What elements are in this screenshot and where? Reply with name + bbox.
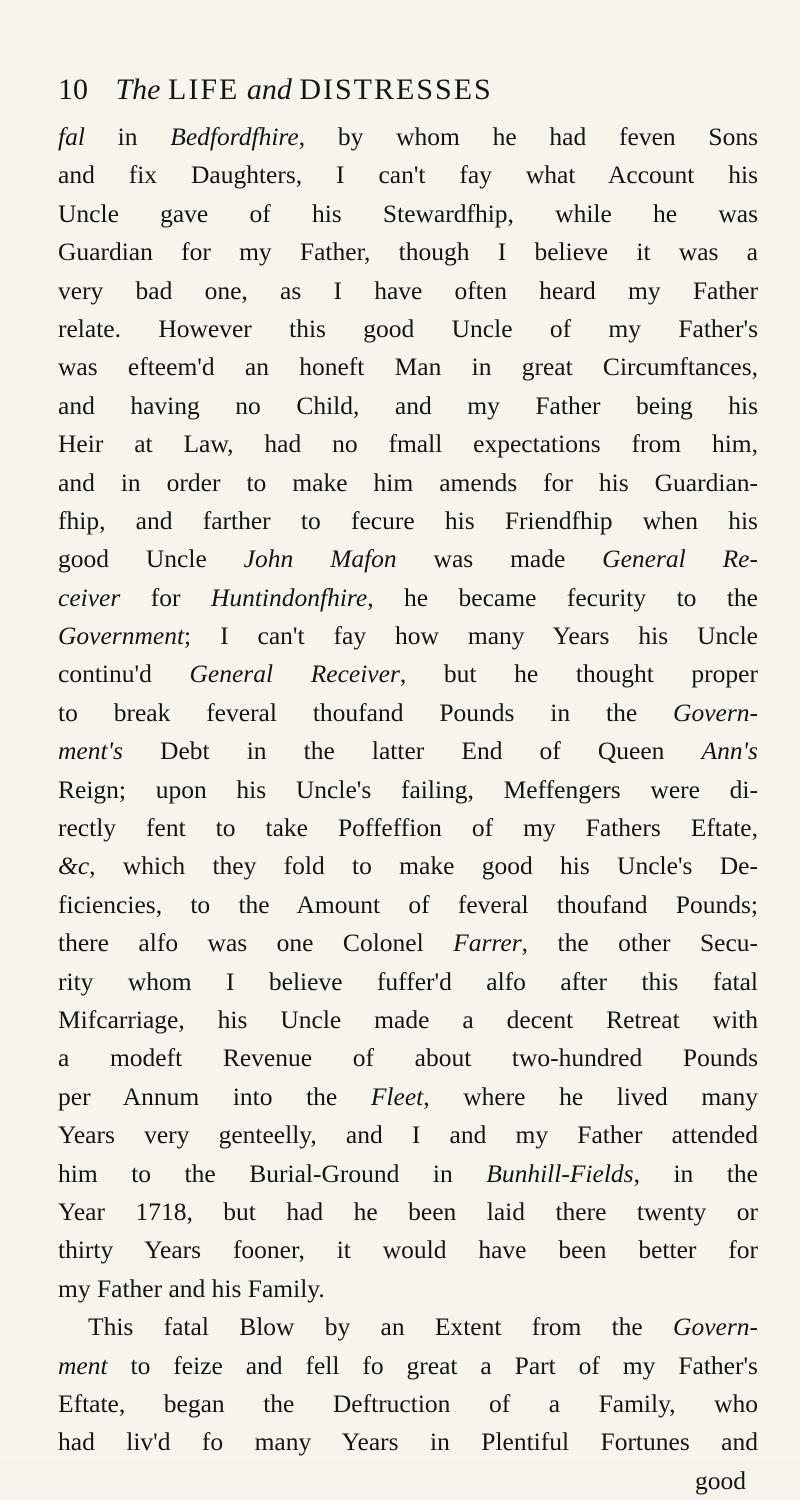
text-line	[58, 195, 758, 233]
text-line	[58, 233, 758, 271]
text-line	[58, 387, 758, 425]
text-line	[58, 886, 758, 924]
text-segment: him to the Burial-Ground in	[58, 1158, 487, 1188]
text-line	[58, 1385, 758, 1423]
text-segment: relate. However this good Uncle of my Father's	[58, 313, 758, 343]
text-segment: good Uncle	[58, 544, 244, 574]
text-segment: This fatal Blow by an Extent from the	[88, 1312, 674, 1342]
text-line	[58, 272, 758, 310]
italic-text: Govern-	[673, 1312, 758, 1342]
text-line	[58, 694, 758, 732]
text-line	[58, 1270, 758, 1308]
text-segment: fhip, and farther to fecure his Friendfhip when his	[58, 505, 758, 535]
text-segment: Year 1718, but had he been laid there twenty or	[58, 1196, 758, 1226]
text-segment: , by whom he had feven Sons	[298, 122, 758, 151]
text-line	[58, 1193, 758, 1231]
italic-text: Farrer	[453, 928, 522, 958]
text-segment: was made	[396, 544, 603, 574]
text-line	[58, 1231, 758, 1269]
italic-text: Bunhill-Fields	[486, 1158, 634, 1188]
italic-text: Govern-	[673, 697, 758, 727]
italic-text: Huntindonfhire	[210, 582, 368, 612]
text-segment: in	[84, 122, 171, 151]
header-title-distresses: DISTRESSES	[299, 73, 493, 106]
text-line	[58, 540, 758, 578]
text-line	[58, 156, 758, 194]
italic-text: ment	[58, 1350, 108, 1380]
text-segment: a modeft Revenue of about two-hundred Pounds	[58, 1043, 758, 1073]
text-segment: to feize and fell fo great a Part of my Father's	[107, 1350, 758, 1380]
catchword: good	[695, 1465, 746, 1495]
text-line	[58, 963, 758, 1001]
text-segment: Debt in the latter End of Queen	[122, 736, 702, 766]
text-line	[58, 425, 758, 463]
running-header	[58, 70, 758, 110]
text-segment: , the other Secu-	[521, 928, 759, 958]
body-text	[58, 118, 758, 1500]
text-line	[58, 617, 758, 655]
text-segment: Mifcarriage, his Uncle made a decent Retreat with	[58, 1004, 758, 1034]
text-segment: ficiencies, to the Amount of feveral thoufand Pounds;	[58, 889, 758, 919]
text-segment: Uncle gave of his Stewardfhip, while he was	[58, 198, 758, 228]
italic-text: General Receiver	[189, 659, 400, 689]
italic-text: Bedfordfhire	[170, 122, 299, 151]
text-segment: Heir at Law, had no fmall expectations from him,	[58, 429, 758, 459]
text-segment: my Father and his Family.	[58, 1273, 325, 1303]
text-line	[58, 1078, 758, 1116]
text-line	[58, 1001, 758, 1039]
text-segment: thirty Years fooner, it would have been better for	[58, 1235, 758, 1265]
text-segment: , in the	[633, 1158, 758, 1188]
text-line	[58, 847, 758, 885]
text-line	[58, 348, 758, 386]
text-segment: and fix Daughters, I can't fay what Account his	[58, 160, 758, 190]
text-line	[58, 118, 758, 156]
text-line	[58, 579, 758, 617]
italic-text: fal	[58, 122, 85, 151]
text-segment: was efteem'd an honeft Man in great Circumftances,	[58, 352, 758, 382]
italic-text: ceiver	[58, 582, 121, 612]
text-segment: ; I can't fay how many Years his Uncle	[184, 621, 758, 651]
text-line	[58, 809, 758, 847]
text-line	[58, 1308, 758, 1346]
text-line	[58, 1423, 758, 1461]
text-segment: there alfo was one Colonel	[58, 928, 454, 958]
text-segment: very bad one, as I have often heard my Father	[58, 275, 758, 305]
text-line	[58, 655, 758, 693]
text-segment: Reign; upon his Uncle's failing, Meffengers were di-	[58, 774, 758, 804]
text-line	[58, 771, 758, 809]
text-line	[58, 1039, 758, 1077]
italic-text: Ann's	[701, 736, 758, 766]
text-line	[58, 464, 758, 502]
italic-text: &c	[58, 851, 90, 881]
text-segment: rectly fent to take Poffeffion of my Fathers Eftate,	[58, 813, 758, 843]
italic-text: John Mafon	[243, 544, 397, 574]
italic-text: ment's	[58, 736, 123, 766]
text-segment: Eftate, began the Deftruction of a Family, who	[58, 1388, 758, 1418]
page-number: 10	[58, 73, 88, 106]
italic-text: General Re-	[602, 544, 758, 574]
text-line	[58, 732, 758, 770]
text-segment: , which they fold to make good his Uncle's De-	[89, 851, 758, 881]
text-segment: continu'd	[58, 659, 190, 689]
text-line	[58, 924, 758, 962]
text-segment: had liv'd fo many Years in Plentiful Fortunes and	[58, 1427, 758, 1457]
text-line	[58, 310, 758, 348]
text-segment: per Annum into the	[58, 1081, 371, 1111]
header-title-the: The	[115, 73, 161, 106]
text-segment: , where he lived many	[423, 1081, 758, 1111]
text-segment: Guardian for my Father, though I believe it was a	[58, 237, 758, 267]
text-line	[58, 1116, 758, 1154]
italic-text: Fleet	[370, 1081, 424, 1111]
text-segment: , but he thought proper	[399, 659, 758, 689]
text-segment: Years very genteelly, and I and my Father attended	[58, 1120, 758, 1150]
text-segment: and in order to make him amends for his Guardian-	[58, 467, 758, 497]
text-segment: , he became fecurity to the	[367, 582, 759, 612]
text-segment: for	[120, 582, 211, 612]
text-line	[58, 1347, 758, 1385]
italic-text: Government	[58, 621, 185, 651]
text-line	[58, 1155, 758, 1193]
text-segment: to break feveral thoufand Pounds in the	[58, 697, 674, 727]
text-segment: and having no Child, and my Father being his	[58, 390, 758, 420]
header-title-life: LIFE	[168, 73, 240, 106]
text-line	[58, 502, 758, 540]
header-title-and: and	[246, 73, 292, 106]
text-segment: rity whom I believe fuffer'd alfo after this fatal	[58, 966, 758, 996]
